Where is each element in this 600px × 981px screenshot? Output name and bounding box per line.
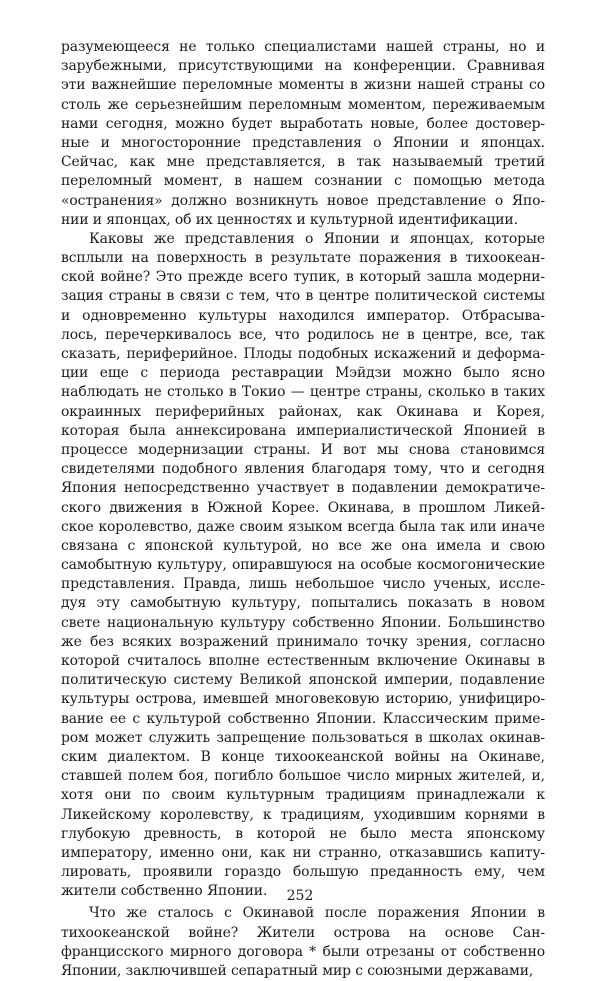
paragraph-3 — [61, 904, 545, 981]
text-line: ром может служить запрещение пользоваться в школах окинав- — [61, 729, 545, 746]
text-line: хотя они по своим культурным традициям принадлежали к — [61, 787, 545, 804]
text-line: глубокую древность, в которой не было места японскому — [61, 825, 545, 842]
page-number: 252 — [286, 888, 314, 904]
document-page — [61, 38, 545, 981]
text-line: самобытную культуру, опиравшуюся на особые космогонические — [61, 557, 545, 574]
text-line: эти важнейшие переломные моменты в жизни нашей страны со — [61, 77, 545, 94]
text-line: переломный момент, в нашем сознании с помощью метода — [61, 173, 545, 190]
text-line: представления. Правда, лишь небольшое число ученых, иссле- — [61, 576, 545, 593]
text-line: ским диалектом. В конце тихоокеанской войны на Окинаве, — [61, 748, 545, 765]
text-line: которая была аннексирована империалистической Японией в — [61, 422, 545, 439]
text-line: лировать, проявили гораздо большую преданность ему, чем — [61, 864, 545, 881]
text-line: «остранения» должно возникнуть новое представление о Япо- — [61, 192, 545, 209]
text-line: ской войне? Это прежде всего тупик, в который зашла модерни- — [61, 269, 545, 286]
text-line: Что же сталось с Окинавой после поражения Японии в — [89, 905, 545, 922]
text-line: вание ее с культурой собственно Японии. Классическим приме- — [61, 710, 545, 727]
text-line: окраинных периферийных районах, как Окинава и Корея, — [61, 403, 545, 420]
text-line: нами сегодня, можно будет выработать новые, более достовер- — [61, 115, 545, 132]
text-line: нии и японцах, об их ценностях и культурной идентификации. — [61, 211, 518, 228]
text-line: всплыли на поверхность в результате поражения в тихоокеан- — [61, 250, 545, 267]
text-line: зарубежными, присутствующими на конференции. Сравнивая — [61, 58, 545, 75]
text-line: Япония непосредственно участвует в подавлении демократиче- — [61, 480, 545, 497]
text-line: зация страны в связи с тем, что в центре политической системы — [61, 288, 545, 305]
text-line: процессе модернизации страны. И вот мы снова становимся — [61, 441, 545, 458]
paragraph-2 — [61, 230, 545, 902]
text-line: Японии, заключившей сепаратный мир с союзными державами, — [61, 963, 534, 979]
text-line: Сейчас, как мне представляется, в так называемый третий — [61, 154, 545, 171]
text-line: лось, перечеркивалось все, что родилось не в центре, все, так — [61, 326, 545, 343]
text-line: свидетелями подобного явления благодаря тому, что и сегодня — [61, 461, 545, 478]
text-line: ское королевство, даже своим языком всегда была так или иначе — [61, 518, 545, 535]
text-line: связана с японской культурой, но все же она имела и свою — [61, 537, 545, 554]
text-line: сказать, периферийное. Плоды подобных искажений и деформа- — [61, 346, 545, 362]
text-line: разумеющееся не только специалистами нашей страны, но и — [61, 39, 545, 55]
text-line: культуры острова, имевшей многовековую историю, унифициро- — [61, 691, 545, 708]
paragraph-1 — [61, 38, 545, 230]
text-line: Ликейскому королевству, к традициям, уходившим корнями в — [61, 806, 545, 823]
text-line: ные и многосторонние представления о Японии и японцах. — [61, 134, 545, 151]
text-line: которой считалось вполне естественным включение Окинавы в — [61, 653, 545, 669]
text-line: ставшей полем боя, погибло большое число мирных жителей, и, — [61, 768, 545, 785]
text-line: дуя эту самобытную культуру, попытались показать в новом — [61, 595, 545, 612]
text-line: францисского мирного договора * были отрезаны от собственно — [61, 943, 545, 960]
text-line: столь же серьезнейшим переломным моментом, переживаемым — [61, 96, 545, 113]
text-line: ского движения в Южной Корее. Окинава, в прошлом Ликей- — [61, 499, 545, 516]
text-line: свете национальную культуру собственно Японии. Большинство — [61, 614, 545, 631]
text-line: политическую систему Великой японской империи, подавление — [61, 672, 545, 689]
text-line: же без всяких возражений принимало точку зрения, согласно — [61, 633, 545, 650]
text-line: императору, именно они, как ни странно, отказавшись капиту- — [61, 844, 545, 861]
text-line: жители собственно Японии. — [61, 883, 268, 900]
text-line: наблюдать не столько в Токио — центре страны, сколько в таких — [61, 384, 545, 401]
text-line: и одновременно культуры находился император. Отбрасыва- — [61, 307, 545, 324]
text-line: ции еще с периода реставрации Мэйдзи можно было ясно — [61, 365, 545, 382]
text-line: тихоокеанской войне? Жители острова на основе Сан- — [61, 924, 545, 941]
text-line: Каковы же представления о Японии и японцах, которые — [89, 230, 545, 247]
